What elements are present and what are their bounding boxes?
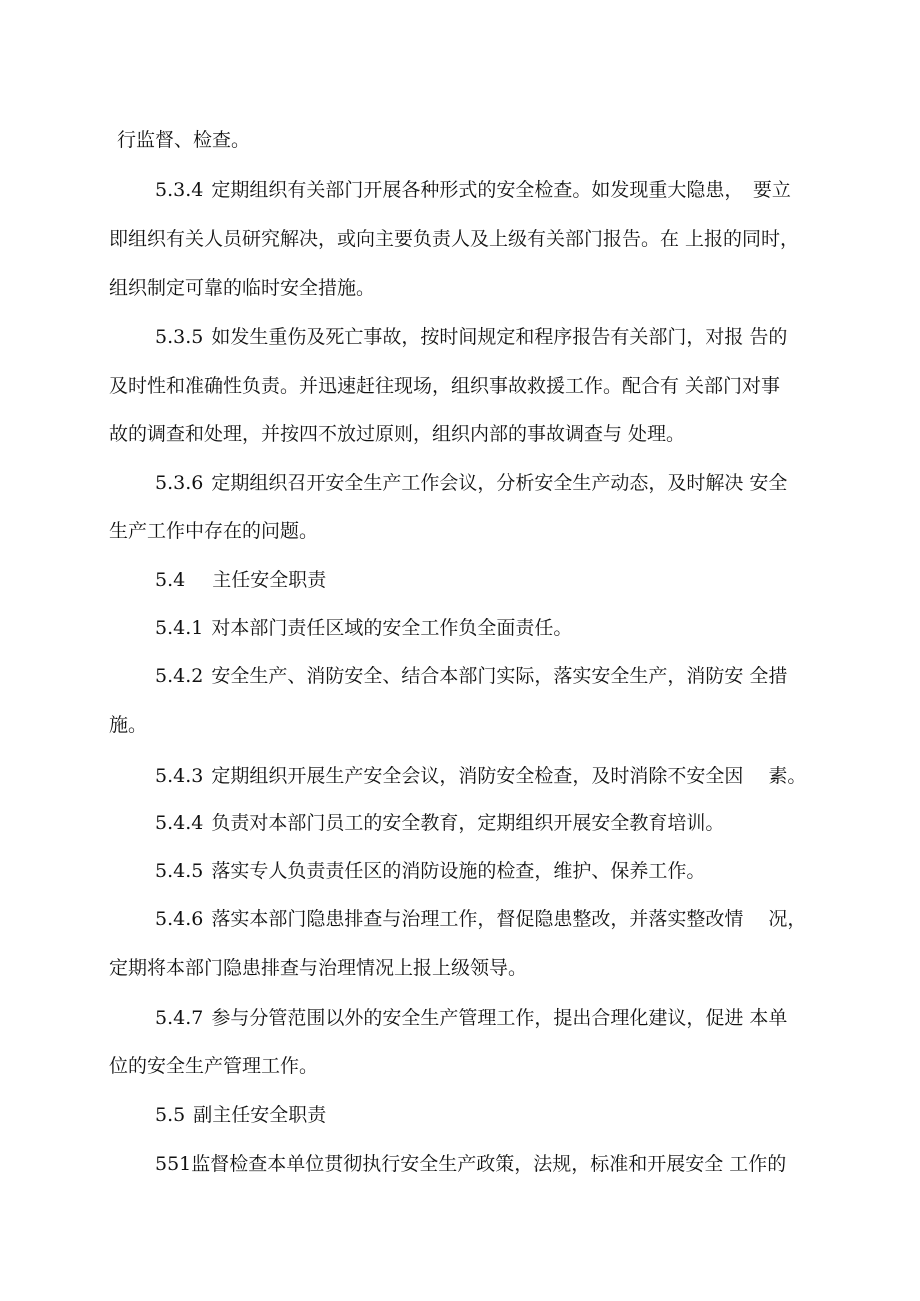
text-line	[109, 128, 250, 152]
clause-number: 5.4.4	[155, 812, 204, 834]
line-text: 定期组织开展生产安全会议，消防安全检查，及时消除不安全因 素。	[211, 765, 807, 787]
clause-number: 5.3.6	[155, 472, 204, 494]
text-line	[155, 178, 791, 202]
line-text: 即组织有关人员研究解决，或向主要负责人及上级有关部门报告。在 上报的同时，	[109, 228, 800, 250]
line-text: 主任安全职责	[193, 569, 327, 591]
clause-number: 5.5	[155, 1104, 186, 1126]
text-line	[109, 227, 799, 251]
clause-number: 5.4.6	[155, 908, 204, 930]
clause-number: 5.4.3	[155, 765, 204, 787]
text-line	[109, 956, 527, 980]
line-text: 落实本部门隐患排查与治理工作，督促隐患整改，并落实整改情 况，	[211, 908, 807, 930]
line-text: 负责对本部门员工的安全教育，定期组织开展安全教育培训。	[211, 812, 725, 834]
text-line	[155, 859, 705, 883]
clause-number: 5.4.2	[155, 665, 204, 687]
line-text: 副主任安全职责	[193, 1104, 327, 1126]
line-text: 如发生重伤及死亡事故，按时间规定和程序报告有关部门，对报 告的	[211, 326, 788, 348]
text-line	[155, 1006, 787, 1030]
line-text: 位的安全生产管理工作。	[109, 1055, 319, 1077]
line-text: 施。	[109, 714, 148, 736]
line-text: 551监督检查本单位贯彻执行安全生产政策，法规，标准和开展安全 工作的	[155, 1153, 787, 1175]
line-text: 参与分管范围以外的安全生产管理工作，提出合理化建议，促进 本单	[211, 1007, 788, 1029]
line-text: 落实专人负责责任区的消防设施的检查，维护、保养工作。	[211, 860, 706, 882]
section-heading	[155, 568, 326, 592]
text-line	[109, 713, 147, 737]
clause-number: 5.4	[155, 569, 186, 591]
text-line	[109, 1054, 318, 1078]
clause-number: 5.4.5	[155, 860, 204, 882]
text-line	[155, 811, 724, 835]
line-text: 生产工作中存在的问题。	[109, 520, 319, 542]
text-line	[155, 1152, 786, 1176]
text-line	[155, 907, 806, 931]
line-text: 对本部门责任区域的安全工作负全面责任。	[211, 617, 573, 639]
line-text: 故的调查和处理，并按四不放过原则，组织内部的事故调查与 处理。	[109, 423, 686, 445]
clause-number: 5.4.7	[155, 1007, 204, 1029]
clause-number: 5.3.5	[155, 326, 204, 348]
line-text: 定期组织召开安全生产工作会议，分析安全生产动态，及时解决 安全	[211, 472, 788, 494]
text-line	[155, 325, 787, 349]
line-text: 安全生产、消防安全、结合本部门实际，落实安全生产，消防安 全措	[211, 665, 788, 687]
line-text: 及时性和准确性负责。并迅速赶往现场，组织事故救援工作。配合有 关部门对事	[109, 375, 781, 397]
text-line	[109, 422, 685, 446]
line-text: 定期将本部门隐患排查与治理情况上报上级领导。	[109, 957, 528, 979]
text-line	[155, 764, 806, 788]
clause-number: 5.3.4	[155, 179, 204, 201]
text-line	[155, 664, 787, 688]
clause-number: 5.4.1	[155, 617, 204, 639]
text-line	[109, 374, 780, 398]
text-line	[155, 471, 787, 495]
section-heading	[155, 1103, 326, 1127]
text-line	[109, 276, 375, 300]
line-text: 定期组织有关部门开展各种形式的安全检查。如发现重大隐患， 要立	[211, 179, 791, 201]
line-text: 行监督、检查。	[117, 129, 251, 151]
text-line	[155, 616, 572, 640]
text-line	[109, 519, 318, 543]
line-text: 组织制定可靠的临时安全措施。	[109, 277, 376, 299]
